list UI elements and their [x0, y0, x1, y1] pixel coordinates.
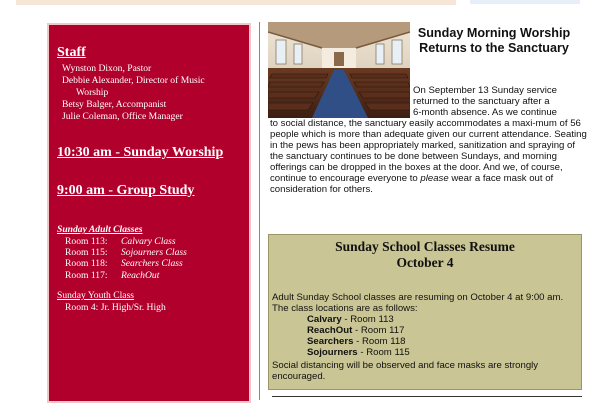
- class-name: Sojourners: [307, 347, 358, 358]
- class-name: Calvary: [307, 314, 342, 325]
- adult-class-row: [65, 247, 187, 258]
- staff-schedule-panel: [47, 23, 251, 403]
- bottom-rule: [272, 396, 582, 397]
- worship-time-heading: 10:30 am - Sunday Worship: [57, 145, 224, 160]
- class-location-row: [307, 325, 410, 336]
- staff-member: Debbie Alexander, Director of Music: [62, 75, 205, 86]
- class-room: Room 117:: [65, 269, 108, 281]
- sunday-school-intro: Adult Sunday School classes are resuming on October 4 at 9:00 am. The class locations are as follows:: [272, 292, 564, 314]
- top-decoration-strip-right: [470, 0, 580, 4]
- class-room: Room 115:: [65, 247, 108, 259]
- sunday-school-box: [268, 234, 582, 390]
- class-separator: -: [341, 314, 351, 325]
- sunday-school-title-line: October 4: [396, 255, 454, 270]
- class-name: Sojourners Class: [121, 247, 187, 259]
- class-separator: -: [352, 325, 361, 336]
- class-location-row: [307, 336, 410, 347]
- article-lead-line: On September 13 Sunday service: [413, 85, 557, 96]
- class-name: Searchers Class: [121, 258, 183, 270]
- staff-member: Wynston Dixon, Pastor: [62, 63, 152, 74]
- article-emphasis: please: [420, 173, 449, 184]
- staff-list: [62, 63, 250, 123]
- class-separator: -: [353, 336, 362, 347]
- staff-heading: Staff: [57, 45, 86, 60]
- column-divider: [259, 22, 260, 400]
- staff-member: Worship: [76, 87, 109, 98]
- youth-class-row: Room 4: Jr. High/Sr. High: [65, 302, 166, 313]
- adult-class-row: [65, 236, 187, 247]
- class-room: Room 117: [360, 325, 405, 336]
- class-room: Room 118: [361, 336, 406, 347]
- adult-classes-heading: Sunday Adult Classes: [57, 224, 143, 235]
- adult-class-row: [65, 258, 187, 269]
- top-decoration-strip: [16, 0, 456, 5]
- sunday-school-class-list: [307, 314, 410, 358]
- sunday-school-title: [269, 239, 581, 271]
- class-room: Room 113: [350, 314, 394, 325]
- class-name: ReachOut: [307, 325, 353, 336]
- sanctuary-article-body: [270, 85, 588, 195]
- staff-member: Julie Coleman, Office Manager: [62, 111, 183, 122]
- study-time-heading: 9:00 am - Group Study: [57, 183, 195, 198]
- article-lead-line: 6-month absence. As we continue: [413, 107, 557, 118]
- class-name: Searchers: [307, 336, 354, 347]
- sanctuary-article-title: Sunday Morning Worship Returns to the Sanctuary: [417, 26, 571, 55]
- sunday-school-closing: Social distancing will be observed and face masks are strongly encouraged.: [272, 360, 539, 382]
- youth-class-heading: Sunday Youth Class: [57, 290, 135, 301]
- article-text: wear a face mask out of consideration for others.: [270, 173, 554, 195]
- staff-member: Betsy Balger, Accompanist: [62, 99, 167, 110]
- class-location-row: [307, 314, 410, 325]
- class-room: Room 113:: [65, 236, 108, 247]
- sunday-school-title-line: Sunday School Classes Resume: [335, 239, 515, 254]
- class-room: Room 118:: [65, 258, 108, 270]
- adult-classes-list: [65, 236, 187, 281]
- article-lead-line: returned to the sanctuary after a: [413, 96, 550, 107]
- adult-class-row: [65, 270, 187, 281]
- article-paragraph: [270, 118, 588, 195]
- class-location-row: [307, 347, 410, 358]
- class-room: Room 115: [366, 347, 410, 358]
- article-text: to social distance, the sanctuary easily accommodates a maxi-mum of 56 people which is more than adequate given our current attendance. Seating in the pews has been appropriately marked, sanitization and spraying of the sanctuary continues to be done between Sundays, and morning offerings can be dropped in the boxes at the door. And we, of course, continue to encourage everyone to: [270, 118, 587, 184]
- class-separator: -: [357, 347, 367, 358]
- class-name: ReachOut: [121, 269, 160, 281]
- class-name: Calvary Class: [121, 236, 176, 247]
